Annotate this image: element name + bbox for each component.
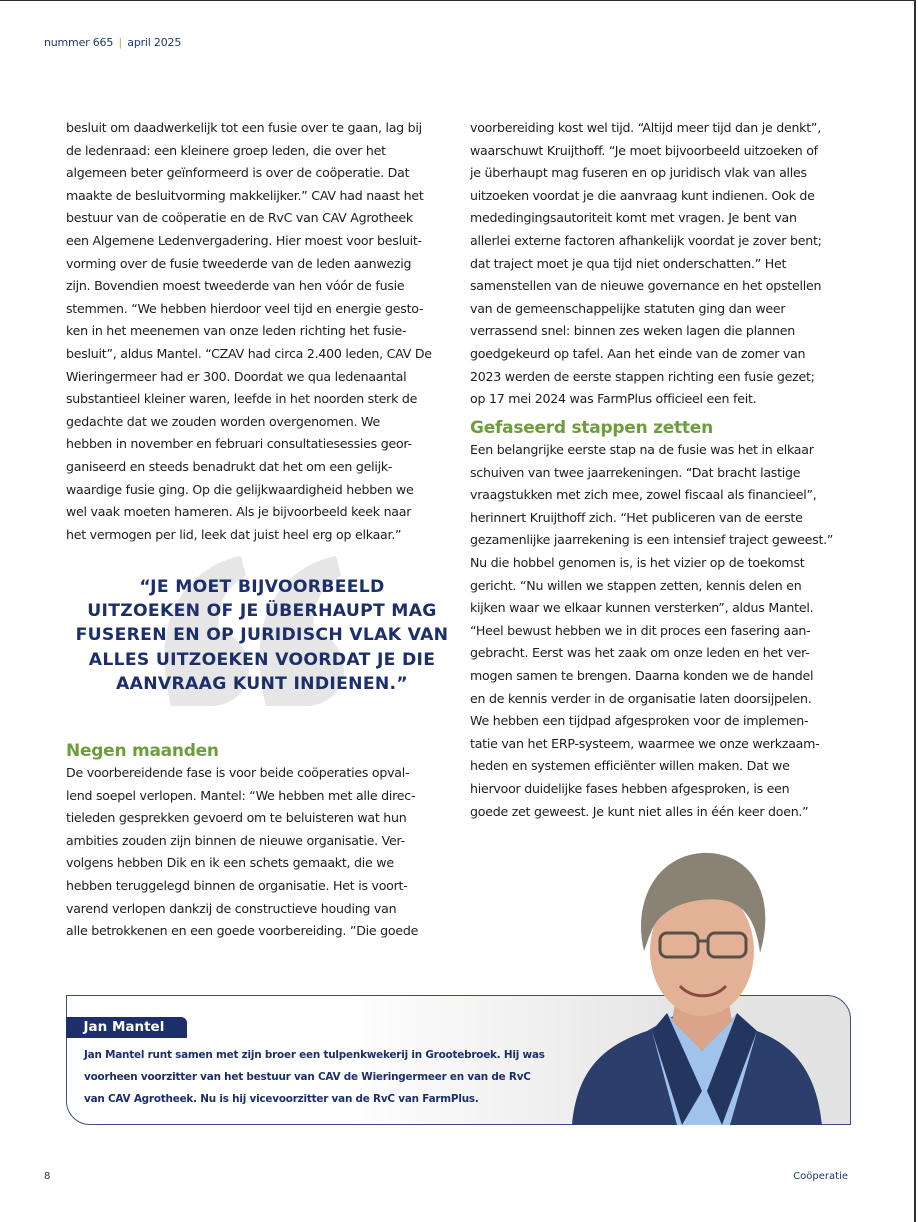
text-line: waarschuwt Kruijthoff. “Je moet bijvoorbeeld uitzoeken of xyxy=(470,142,818,158)
text-line: vraagstukken met zich mee, zowel fiscaal als financieel”, xyxy=(470,487,817,503)
text-line: volgens hebben Dik en ik een schets gemaakt, die we xyxy=(66,855,394,871)
bio-line: voorheen voorzitter van het bestuur van CAV de Wieringermeer en van de RvC xyxy=(84,1071,531,1083)
text-line: hebben in november en februari consultatiesessies geor- xyxy=(66,436,412,452)
text-line: herinnert Kruijthoff zich. “Het publiceren van de eerste xyxy=(470,509,803,525)
text-line: ken in het meenemen van onze leden richting het fusie- xyxy=(66,323,407,339)
left-paragraph-1 xyxy=(66,117,458,546)
left-paragraph-2 xyxy=(66,762,458,943)
text-line: 2023 werden de eerste stappen richting een fusie gezet; xyxy=(470,368,815,384)
pull-quote-text xyxy=(66,575,458,696)
text-line: lend soepel verlopen. Mantel: “We hebben met alle direc- xyxy=(66,787,416,803)
text-line: en de kennis verder in de organisatie laten doorsijpelen. xyxy=(470,690,812,706)
text-line: de ledenraad: een kleinere groep leden, die over het xyxy=(66,142,386,158)
text-line: mogen samen te brengen. Daarna konden we de handel xyxy=(470,667,814,683)
text-line: bestuur van de coöperatie en de RvC van CAV Agrotheek xyxy=(66,210,413,226)
text-line: ganiseerd en steeds benadrukt dat het om een gelijk- xyxy=(66,458,393,474)
section-heading-negen-maanden: Negen maanden xyxy=(66,741,219,761)
text-line: besluit om daadwerkelijk tot een fusie over te gaan, lag bij xyxy=(66,120,422,135)
pull-quote xyxy=(66,556,458,716)
text-line: Een belangrijke eerste stap na de fusie was het in elkaar xyxy=(470,442,814,457)
text-line: hiervoor duidelijke fases hebben afgesproken, is een xyxy=(470,780,790,796)
bio-name-tab: Jan Mantel xyxy=(66,1017,187,1038)
issue-date: april 2025 xyxy=(127,36,182,49)
portrait-photo xyxy=(552,841,852,1125)
page-header xyxy=(44,36,181,49)
text-line: ambities zouden zijn binnen de nieuwe organisatie. Ver- xyxy=(66,832,405,848)
text-line: het vermogen per lid, leek dat juist heel erg op elkaar.” xyxy=(66,526,402,542)
text-line: tieleden gesprekken gevoerd om te beluisteren wat hun xyxy=(66,810,407,826)
text-line: Wieringermeer had er 300. Doordat we qua ledenaantal xyxy=(66,368,407,384)
text-line: We hebben een tijdpad afgesproken voor de implemen- xyxy=(470,713,809,729)
text-line: een Algemene Ledenvergadering. Hier moest voor besluit- xyxy=(66,232,422,248)
text-line: hebben teruggelegd binnen de organisatie. Het is voort- xyxy=(66,877,408,893)
text-line: gericht. “Nu willen we stappen zetten, kennis delen en xyxy=(470,577,802,593)
text-line: verrassend snel: binnen zes weken lagen die plannen xyxy=(470,323,796,339)
left-column-lower xyxy=(66,740,458,943)
bio-line: Jan Mantel runt samen met zijn broer een tulpenkwekerij in Grootebroek. Hij was xyxy=(84,1049,545,1061)
bio-text xyxy=(84,1044,584,1110)
text-line: vorming over de fusie tweederde van de leden aanwezig xyxy=(66,255,412,271)
text-line: allerlei externe factoren afhankelijk voordat je zover bent; xyxy=(470,232,822,248)
text-line: voorbereiding kost wel tijd. “Altijd meer tijd dan je denkt”, xyxy=(470,120,821,135)
text-line: maakte de besluitvorming makkelijker.” CAV had naast het xyxy=(66,187,424,203)
text-line: op 17 mei 2024 was FarmPlus officieel een feit. xyxy=(470,391,757,407)
portrait-illustration xyxy=(552,841,852,1125)
left-column xyxy=(66,117,458,546)
text-line: De voorbereidende fase is voor beide coöperaties opval- xyxy=(66,765,410,780)
text-line: mededingingsautoriteit komt met vragen. Je bent van xyxy=(470,210,797,226)
text-line: heden en systemen efficiënter willen maken. Dat we xyxy=(470,758,790,774)
text-line: varend verlopen dankzij de constructieve houding van xyxy=(66,900,397,916)
text-line: samenstellen van de nieuwe governance en het opstellen xyxy=(470,278,822,294)
quote-line: ALLES UITZOEKEN VOORDAT JE DIE xyxy=(88,649,436,670)
text-line: uitzoeken voordat je die aanvraag kunt indienen. Ook de xyxy=(470,187,815,203)
text-line: goede zet geweest. Je kunt niet alles in één keer doen.” xyxy=(470,803,809,819)
quote-line: AANVRAAG KUNT INDIENEN.” xyxy=(115,673,408,694)
text-line: tatie van het ERP-systeem, waarmee we onze werkzaam- xyxy=(470,735,820,751)
text-line: gebracht. Eerst was het zaak om onze leden en het ver- xyxy=(470,645,810,661)
text-line: stemmen. “We hebben hierdoor veel tijd en energie gesto- xyxy=(66,300,424,316)
header-separator: | xyxy=(118,36,122,49)
quote-line: FUSEREN EN OP JURIDISCH VLAK VAN xyxy=(75,625,449,646)
text-line: gedachte dat we zouden worden overgenomen. We xyxy=(66,413,380,429)
section-heading-gefaseerd: Gefaseerd stappen zetten xyxy=(470,418,713,438)
text-line: goedgekeurd op tafel. Aan het einde van de zomer van xyxy=(470,345,806,361)
quote-line: “JE MOET BIJVOORBEELD xyxy=(139,577,385,597)
bio-line: van CAV Agrotheek. Nu is hij vicevoorzitter van de RvC van FarmPlus. xyxy=(84,1093,479,1105)
text-line: waardige fusie ging. Op die gelijkwaardigheid hebben we xyxy=(66,481,414,497)
text-line: je überhaupt mag fuseren en op juridisch vlak van alles xyxy=(470,165,807,181)
right-paragraph-2 xyxy=(470,439,862,823)
text-line: alle betrokkenen en een goede voorbereiding. ”Die goede xyxy=(66,923,419,939)
quote-line: UITZOEKEN OF JE ÜBERHAUPT MAG xyxy=(87,601,437,622)
right-paragraph-1 xyxy=(470,117,862,411)
text-line: Nu die hobbel genomen is, is het vizier op de toekomst xyxy=(470,554,805,570)
text-line: kijken waar we elkaar kunnen versterken”, aldus Mantel. xyxy=(470,600,814,616)
section-name: Coöperatie xyxy=(793,1171,848,1182)
right-column-lower xyxy=(470,417,862,823)
text-line: besluit”, aldus Mantel. “CZAV had circa 2.400 leden, CAV De xyxy=(66,345,432,361)
issue-number: nummer 665 xyxy=(44,36,114,49)
text-line: wel vaak moeten hameren. Als je bijvoorbeeld keek naar xyxy=(66,504,412,520)
text-line: schuiven van twee jaarrekeningen. “Dat bracht lastige xyxy=(470,464,801,480)
text-line: “Heel bewust hebben we in dit proces een fasering aan- xyxy=(470,622,811,638)
page-number: 8 xyxy=(44,1171,51,1182)
text-line: gezamenlijke jaarrekening is een intensief traject geweest.” xyxy=(470,532,834,548)
text-line: dat traject moet je qua tijd niet onderschatten.” Het xyxy=(470,255,787,271)
text-line: zijn. Bovendien moest tweederde van hen vóór de fusie xyxy=(66,278,405,294)
text-line: algemeen beter geïnformeerd is over de coöperatie. Dat xyxy=(66,165,410,181)
text-line: van de gemeenschappelijke statuten ging dan weer xyxy=(470,300,786,316)
text-line: substantieel kleiner waren, leefde in het noorden sterk de xyxy=(66,391,418,407)
right-column xyxy=(470,117,862,411)
